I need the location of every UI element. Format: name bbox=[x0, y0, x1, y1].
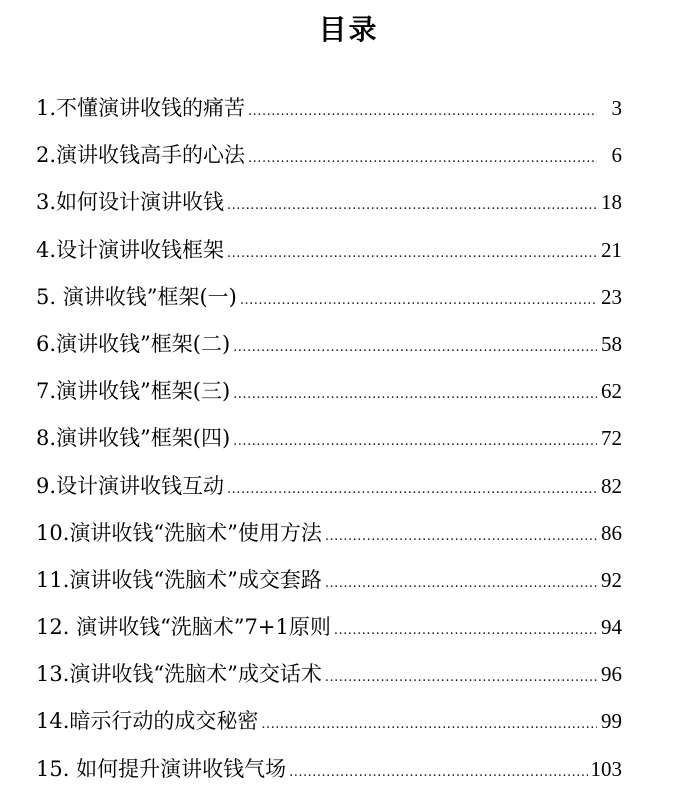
toc-entry-14 bbox=[36, 701, 622, 748]
toc-entry-page: 3 bbox=[611, 96, 622, 120]
toc-entry-page: 92 bbox=[601, 567, 622, 592]
table-of-contents bbox=[36, 88, 622, 796]
toc-entry-label: 11.演讲收钱“洗脑术”成交套路 bbox=[36, 567, 322, 592]
toc-entry-9 bbox=[36, 466, 622, 513]
toc-entry-label: 8.演讲收钱”框架(四) bbox=[36, 426, 231, 451]
toc-entry-5 bbox=[36, 277, 622, 324]
toc-entry-10 bbox=[36, 513, 622, 560]
toc-leader-dots bbox=[334, 611, 597, 651]
toc-entry-page: 94 bbox=[601, 615, 622, 640]
toc-entry-1 bbox=[36, 88, 622, 135]
toc-entry-label: 12. 演讲收钱“洗脑术”7+1原则 bbox=[36, 615, 331, 640]
toc-entry-label: 13.演讲收钱“洗脑术”成交话术 bbox=[36, 662, 322, 687]
toc-entry-11 bbox=[36, 560, 622, 607]
toc-entry-page: 96 bbox=[601, 662, 622, 687]
toc-leader-dots bbox=[289, 753, 587, 793]
toc-leader-dots bbox=[227, 470, 597, 510]
toc-entry-page: 6 bbox=[611, 143, 622, 168]
toc-entry-label: 15. 如何提升演讲收钱气场 bbox=[36, 756, 287, 781]
toc-entry-13 bbox=[36, 654, 622, 701]
toc-entry-15 bbox=[36, 749, 622, 796]
toc-entry-page: 86 bbox=[601, 520, 622, 545]
toc-entry-label: 2.演讲收钱高手的心法 bbox=[36, 143, 246, 168]
toc-entry-label: 5. 演讲收钱”框架(一) bbox=[36, 284, 237, 309]
toc-entry-label: 7.演讲收钱”框架(三) bbox=[36, 379, 231, 404]
toc-entry-page: 103 bbox=[590, 756, 622, 781]
toc-entry-label: 1.不懂演讲收钱的痛苦 bbox=[36, 96, 246, 120]
toc-leader-dots bbox=[261, 705, 597, 745]
toc-leader-dots bbox=[233, 328, 597, 368]
toc-entry-label: 3.如何设计演讲收钱 bbox=[36, 190, 225, 215]
toc-entry-page: 82 bbox=[601, 473, 622, 498]
toc-entry-page: 99 bbox=[601, 709, 622, 734]
toc-entry-7 bbox=[36, 371, 622, 418]
toc-entry-page: 72 bbox=[601, 426, 622, 451]
toc-leader-dots bbox=[248, 92, 597, 132]
toc-leader-dots bbox=[325, 517, 597, 557]
toc-entry-page: 18 bbox=[601, 190, 622, 215]
toc-entry-page: 21 bbox=[601, 237, 622, 262]
toc-entry-page: 23 bbox=[601, 284, 622, 309]
toc-entry-4 bbox=[36, 230, 622, 277]
toc-leader-dots bbox=[325, 564, 597, 604]
toc-title: 目录 bbox=[318, 13, 379, 46]
toc-entry-8 bbox=[36, 418, 622, 465]
toc-entry-page: 58 bbox=[601, 331, 622, 356]
toc-entry-12 bbox=[36, 607, 622, 654]
toc-entry-label: 14.暗示行动的成交秘密 bbox=[36, 709, 259, 734]
toc-leader-dots bbox=[325, 658, 597, 698]
toc-leader-dots bbox=[233, 422, 597, 462]
toc-entry-2 bbox=[36, 135, 622, 182]
toc-entry-label: 9.设计演讲收钱互动 bbox=[36, 473, 225, 498]
toc-entry-3 bbox=[36, 182, 622, 229]
toc-entry-label: 4.设计演讲收钱框架 bbox=[36, 237, 225, 262]
toc-entry-6 bbox=[36, 324, 622, 371]
toc-leader-dots bbox=[240, 281, 597, 321]
toc-entry-label: 6.演讲收钱”框架(二) bbox=[36, 331, 231, 356]
toc-entry-label: 10.演讲收钱“洗脑术”使用方法 bbox=[36, 520, 322, 545]
toc-leader-dots bbox=[227, 186, 597, 226]
toc-leader-dots bbox=[227, 234, 597, 274]
toc-leader-dots bbox=[233, 375, 597, 415]
toc-entry-page: 62 bbox=[601, 379, 622, 404]
toc-leader-dots bbox=[248, 139, 597, 179]
